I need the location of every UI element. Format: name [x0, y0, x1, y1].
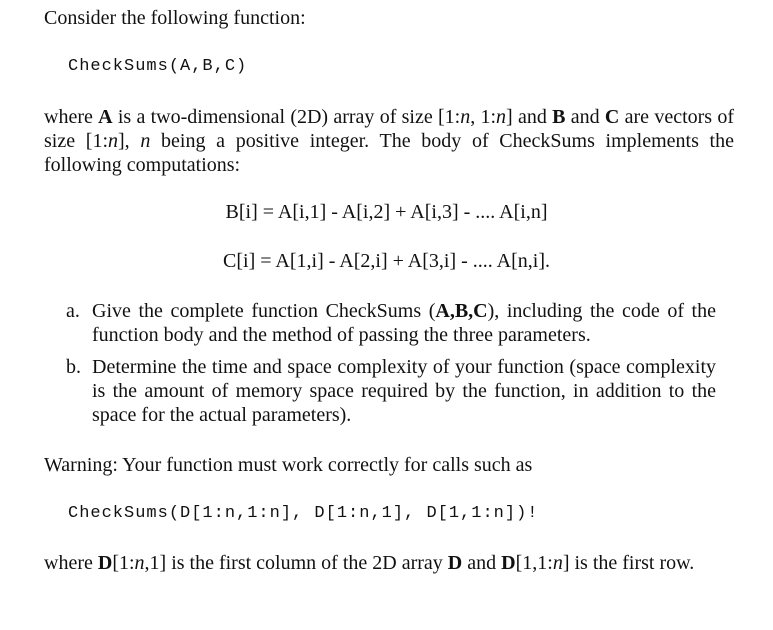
warning-text: Warning: Your function must work correctly for calls such as	[44, 454, 533, 476]
list-marker: b.	[66, 356, 81, 378]
vector-c-symbol: C	[604, 106, 620, 128]
list-item	[66, 299, 716, 347]
desc-text: , 1:	[470, 106, 497, 128]
list-marker: a.	[66, 300, 80, 322]
params-bold: A,B,C	[435, 300, 488, 322]
n-symbol: n	[496, 106, 507, 128]
desc-text: ],	[118, 130, 141, 152]
array-d-symbol: D	[447, 552, 463, 574]
array-a-symbol: A	[98, 106, 113, 128]
list-item-text: Determine the time and space complexity of your function (space complexity is the amount of memory space required by the function, in addition to the space for the actual parameters).	[92, 356, 716, 426]
array-d-symbol: D	[97, 552, 113, 574]
formula-c: C[i] = A[1,i] - A[2,i] + A[3,i] - .... A[n,i].	[223, 250, 550, 272]
n-symbol: n	[552, 552, 563, 574]
desc-text: is a two-dimensional (2D) array of size [1:	[112, 106, 461, 128]
description-paragraph	[44, 105, 734, 177]
array-d-symbol: D	[501, 552, 516, 574]
n-symbol: n	[460, 106, 471, 128]
desc-text: and	[565, 106, 605, 128]
n-symbol: n	[140, 130, 151, 152]
desc-text: where	[44, 106, 99, 128]
desc-text: ] and	[506, 106, 553, 128]
desc-text: being a positive integer. The body of CheckSums implements the following computations:	[44, 130, 734, 176]
desc-text: are vectors of size [1:	[44, 106, 735, 152]
list-item	[66, 355, 716, 427]
intro-text: Consider the following function:	[44, 7, 306, 29]
n-symbol: n	[108, 130, 118, 152]
formula-b: B[i] = A[i,1] - A[i,2] + A[i,3] - .... A[i,n]	[225, 201, 548, 223]
list-item-text: Give the complete function CheckSums (A,B,C), including the code of the function body and the method of passing the three parameters.	[92, 300, 716, 346]
vector-b-symbol: B	[552, 106, 566, 128]
n-symbol: n	[134, 552, 145, 574]
call-example: CheckSums(D[1:n,1:n], D[1:n,1], D[1,1:n])!	[68, 504, 539, 523]
function-signature: CheckSums(A,B,C)	[68, 57, 248, 76]
final-paragraph: where D[1:n,1] is the first column of the 2D array D and D[1,1:n] is the first row.	[44, 552, 695, 574]
